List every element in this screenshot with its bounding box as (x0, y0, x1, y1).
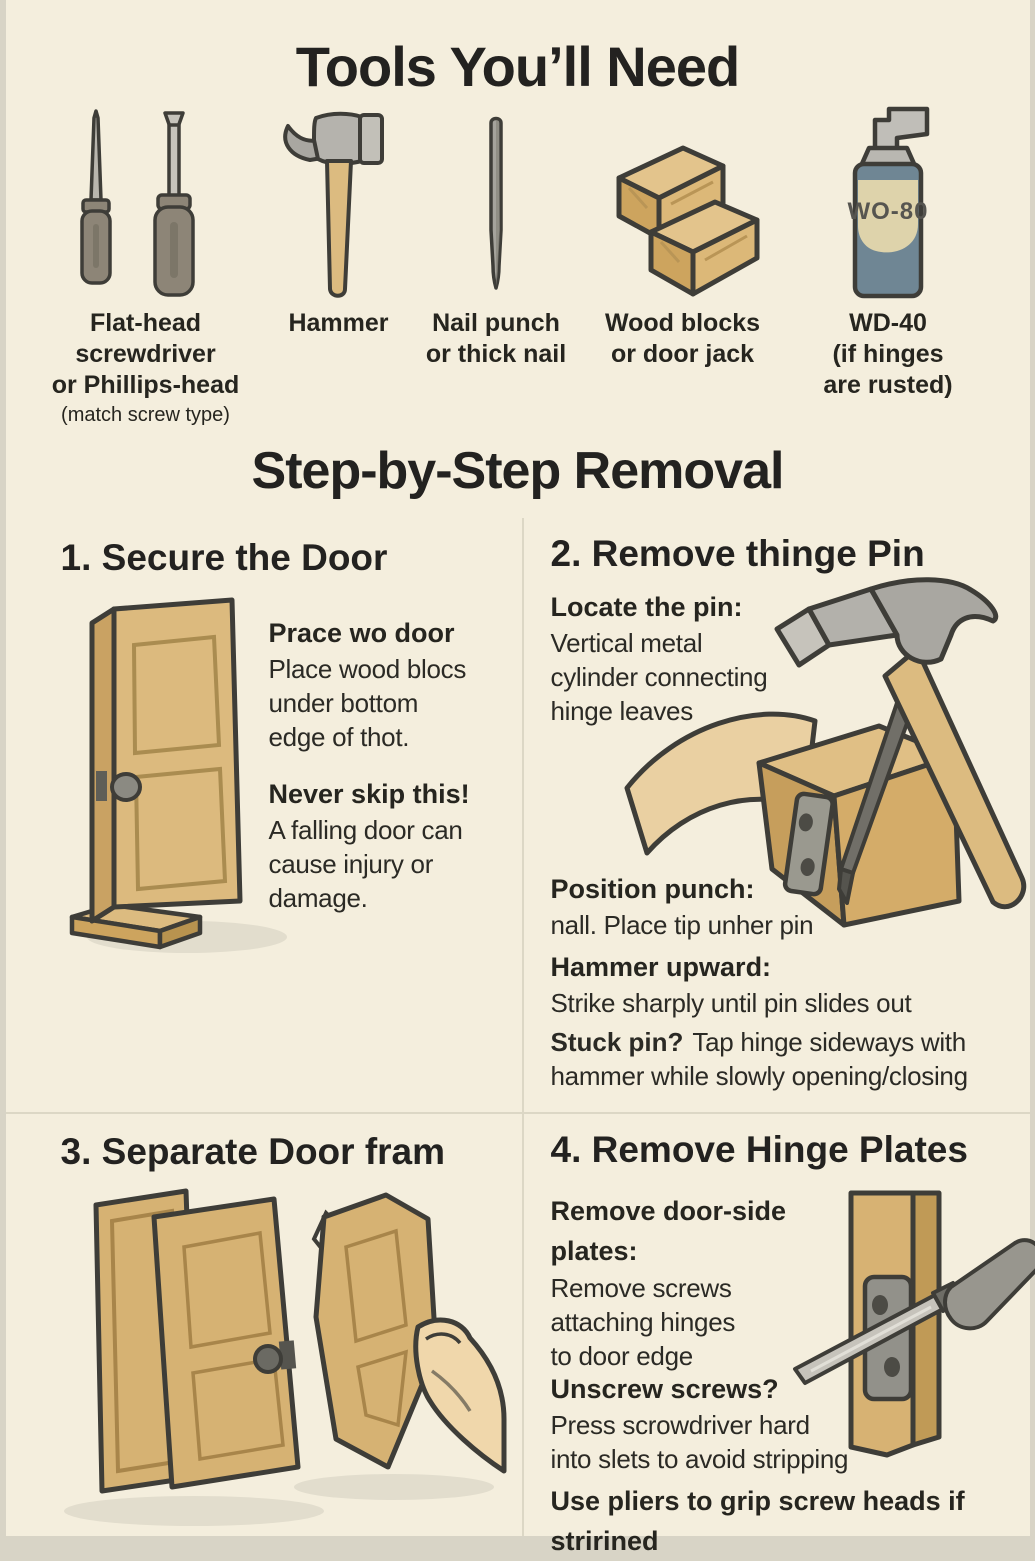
step4-title: 4. Remove Hinge Plates (551, 1129, 968, 1171)
step2-p4-line: hammer while slowly opening/closing (551, 1059, 968, 1093)
step2-p3 (551, 949, 912, 1020)
step4-p2 (551, 1371, 849, 1476)
tool-label: WD-40 (if hinges are rusted) (823, 308, 952, 401)
step1-p2-lead: Never skip this! (269, 776, 470, 813)
step1-p1-line: edge of thot. (269, 720, 470, 754)
tool-label: Nail punch or thick nail (426, 308, 566, 370)
tool-item-wood-blocks (583, 104, 783, 370)
wood-blocks-icon (595, 104, 770, 300)
step2-p4 (551, 1025, 968, 1093)
tool-label: Wood blocks or door jack (605, 308, 760, 370)
step4-remove-hinge-plates (523, 1113, 1030, 1536)
step1-p1-lead: Prace wo door (269, 615, 470, 652)
tool-label: Flat-head screwdriver or Phillips-head (52, 308, 240, 401)
step1-secure-door (6, 515, 523, 1113)
spray-can-icon (831, 104, 946, 300)
tool-item-wd40 (791, 104, 986, 401)
step2-p4-lead: Stuck pin? (551, 1027, 684, 1057)
step2-p2-line: nall. Place tip unher pin (551, 908, 814, 942)
step4-p3-line: Use pliers to grip screw heads if (551, 1481, 965, 1521)
step2-p1-line: Vertical metal (551, 626, 768, 660)
page-title: Tools You’ll Need (6, 34, 1030, 99)
step1-p2-line: A falling door can (269, 813, 470, 847)
step1-p1-line: Place wood blocs (269, 652, 470, 686)
tool-label: Hammer (288, 308, 388, 339)
step2-p3-line: Strike sharply until pin slides out (551, 986, 912, 1020)
step2-remove-hinge-pin (523, 515, 1030, 1113)
step4-p1-lead: plates: (551, 1231, 787, 1271)
step4-p2-line: Press scrowdriver hard (551, 1408, 849, 1442)
step1-p1-line: under bottom (269, 686, 470, 720)
step4-p1 (551, 1191, 787, 1373)
step4-p3-line: stririned (551, 1521, 965, 1561)
door-on-block-illustration (62, 595, 277, 963)
tool-sublabel: (match screw type) (61, 404, 230, 427)
step3-title: 3. Separate Door fram (61, 1131, 446, 1173)
screwdrivers-icon (46, 104, 246, 300)
hammer-icon (274, 104, 404, 300)
step2-p1-line: hinge leaves (551, 694, 768, 728)
step2-p2 (551, 871, 814, 942)
step2-p4-rest: Tap hinge sideways with (692, 1027, 965, 1057)
step1-title: 1. Secure the Door (61, 537, 388, 579)
step2-p1-line: cylinder connecting (551, 660, 768, 694)
infographic-door-hinge-removal (6, 0, 1030, 1536)
step1-text (269, 615, 470, 915)
door-frame-and-hand-illustration (34, 1175, 504, 1533)
step4-p2-lead: Unscrew screws? (551, 1371, 849, 1408)
tool-item-screwdrivers (31, 104, 261, 427)
step1-p2-line: damage. (269, 881, 470, 915)
step4-p1-line: to door edge (551, 1339, 787, 1373)
can-label-text: WO-80 (847, 198, 928, 225)
step2-p1-lead: Locate the pin: (551, 589, 768, 626)
step2-p3-lead: Hammer upward: (551, 949, 912, 986)
section-title: Step-by-Step Removal (6, 441, 1030, 501)
step2-title: 2. Remove thinge Pin (551, 533, 925, 575)
step1-p2-line: cause injury or (269, 847, 470, 881)
step3-separate-door (6, 1113, 523, 1536)
step4-p1-line: Remove screws (551, 1271, 787, 1305)
tool-item-hammer (264, 104, 414, 339)
tool-item-nail-punch (409, 104, 584, 370)
step4-p1-lead: Remove door-side (551, 1191, 787, 1231)
step2-p1 (551, 589, 768, 728)
nail-punch-icon (478, 104, 514, 300)
step4-p2-line: into slets to avoid stripping (551, 1442, 849, 1476)
step2-p2-lead: Position punch: (551, 871, 814, 908)
step4-p1-line: attaching hinges (551, 1305, 787, 1339)
step4-p3 (551, 1481, 965, 1561)
